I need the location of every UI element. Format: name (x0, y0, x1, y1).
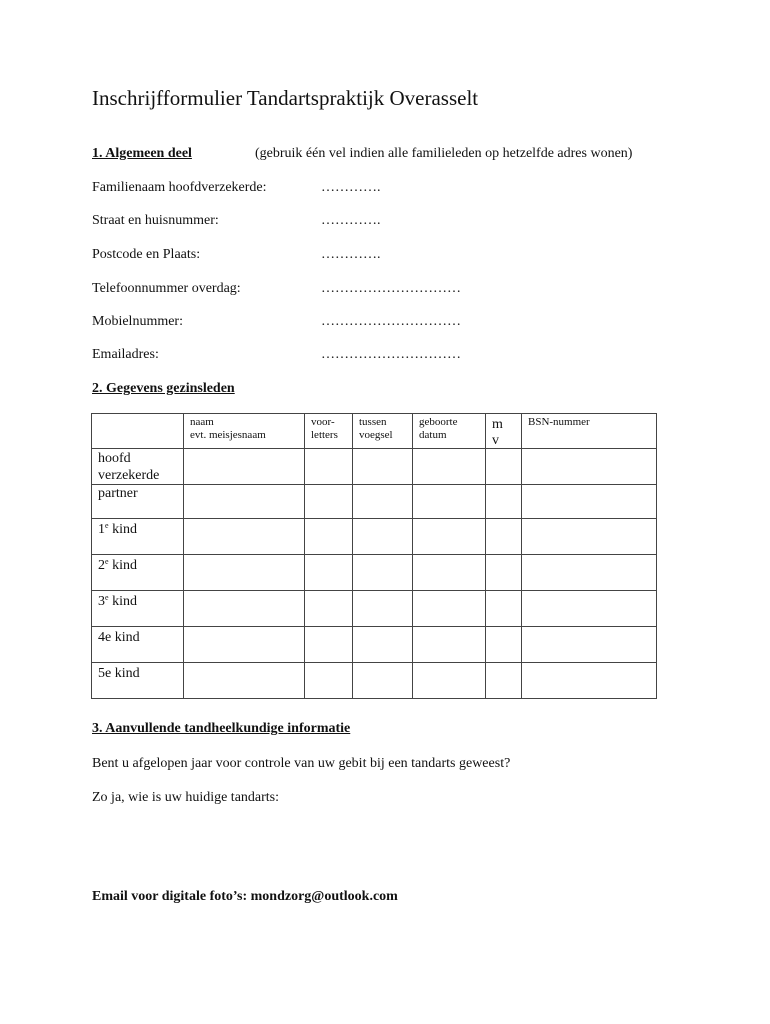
table-cell[interactable] (184, 449, 305, 485)
row-label-kind-3 (92, 591, 184, 627)
table-cell[interactable] (486, 485, 522, 519)
table-cell[interactable] (353, 663, 413, 699)
header-mv-line1: m (492, 417, 503, 432)
table-header-row (92, 414, 657, 449)
field-label-straat: Straat en huisnummer: (92, 213, 219, 228)
header-geboortedatum-line1: geboorte (419, 416, 458, 428)
row-label-hoofd-line1: hoofd (98, 451, 131, 466)
row-label-kind-2 (92, 555, 184, 591)
table-row-hoofdverzekerde (92, 449, 657, 485)
table-cell[interactable] (353, 627, 413, 663)
table-cell[interactable] (522, 555, 657, 591)
table-cell[interactable] (353, 519, 413, 555)
field-value-straat[interactable]: …………. (321, 213, 381, 228)
table-cell[interactable] (305, 663, 353, 699)
field-value-email[interactable]: ………………………… (321, 347, 461, 362)
header-voorletters-line1: voor- (311, 416, 335, 428)
section1-heading: 1. Algemeen deel (92, 146, 192, 161)
table-cell[interactable] (413, 663, 486, 699)
table-cell[interactable] (486, 663, 522, 699)
header-geboortedatum (413, 414, 486, 449)
section2-heading: 2. Gegevens gezinsleden (92, 381, 235, 396)
table-row-kind-4 (92, 627, 657, 663)
field-value-telefoon[interactable]: ………………………… (321, 281, 461, 296)
table-cell[interactable] (413, 627, 486, 663)
field-label-mobiel: Mobielnummer: (92, 314, 183, 329)
table-cell[interactable] (305, 627, 353, 663)
row-label-kind-3-sup: e (105, 593, 109, 602)
table-cell[interactable] (413, 449, 486, 485)
header-naam-line2: evt. meisjesnaam (190, 429, 266, 441)
table-cell[interactable] (522, 591, 657, 627)
row-label-kind-3-word: kind (108, 594, 137, 609)
page-title: Inschrijfformulier Tandartspraktijk Overasselt (92, 86, 479, 110)
table-cell[interactable] (353, 591, 413, 627)
table-row-kind-2 (92, 555, 657, 591)
header-naam-line1: naam (190, 416, 214, 428)
table-cell[interactable] (305, 449, 353, 485)
table-cell[interactable] (522, 663, 657, 699)
table-cell[interactable] (353, 449, 413, 485)
table-row-kind-5 (92, 663, 657, 699)
header-tussenvoegsel-line2: voegsel (359, 429, 393, 441)
table-cell[interactable] (184, 591, 305, 627)
table-cell[interactable] (184, 519, 305, 555)
row-label-kind-2-sup: e (105, 557, 109, 566)
table-cell[interactable] (184, 555, 305, 591)
table-cell[interactable] (522, 485, 657, 519)
table-cell[interactable] (305, 519, 353, 555)
field-label-familienaam: Familienaam hoofdverzekerde: (92, 180, 267, 195)
table-cell[interactable] (486, 449, 522, 485)
row-label-kind-4-text: 4e kind (98, 630, 140, 645)
row-label-hoofdverzekerde (92, 449, 184, 485)
header-tussenvoegsel-line1: tussen (359, 416, 387, 428)
table-cell[interactable] (522, 519, 657, 555)
header-naam (184, 414, 305, 449)
table-cell[interactable] (486, 555, 522, 591)
header-mv-line2: v (492, 433, 499, 448)
row-label-kind-3-num: 3 (98, 594, 105, 609)
field-label-telefoon: Telefoonnummer overdag: (92, 281, 241, 296)
header-voorletters (305, 414, 353, 449)
table-cell[interactable] (184, 663, 305, 699)
table-row-partner (92, 485, 657, 519)
table-cell[interactable] (413, 555, 486, 591)
table-cell[interactable] (413, 591, 486, 627)
question-current-dentist: Zo ja, wie is uw huidige tandarts: (92, 790, 280, 805)
table-cell[interactable] (522, 627, 657, 663)
table-cell[interactable] (305, 485, 353, 519)
header-empty-cell (92, 414, 184, 449)
header-bsn-label: BSN-nummer (528, 416, 590, 428)
field-value-postcode[interactable]: …………. (321, 247, 381, 262)
email-photos-line: Email voor digitale foto’s: mondzorg@outlook.com (92, 889, 398, 904)
family-members-table (91, 413, 657, 699)
table-cell[interactable] (486, 627, 522, 663)
row-label-kind-1-num: 1 (98, 522, 105, 537)
table-cell[interactable] (413, 485, 486, 519)
table-cell[interactable] (184, 485, 305, 519)
header-bsn (522, 414, 657, 449)
header-mv (486, 414, 522, 449)
header-geboortedatum-line2: datum (419, 429, 447, 441)
row-label-kind-1-word: kind (108, 522, 137, 537)
table-cell[interactable] (353, 555, 413, 591)
field-label-email: Emailadres: (92, 347, 159, 362)
table-cell[interactable] (305, 555, 353, 591)
table-cell[interactable] (486, 591, 522, 627)
row-label-partner (92, 485, 184, 519)
row-label-kind-1-sup: e (105, 521, 109, 530)
table-cell[interactable] (522, 449, 657, 485)
table-cell[interactable] (413, 519, 486, 555)
row-label-partner-text: partner (98, 486, 138, 501)
row-label-kind-5-text: 5e kind (98, 666, 140, 681)
table-cell[interactable] (184, 627, 305, 663)
row-label-hoofd-line2: verzekerde (98, 468, 160, 483)
question-last-checkup: Bent u afgelopen jaar voor controle van uw gebit bij een tandarts geweest? (92, 756, 511, 771)
field-value-mobiel[interactable]: ………………………… (321, 314, 461, 329)
table-cell[interactable] (305, 591, 353, 627)
row-label-kind-5 (92, 663, 184, 699)
section3-heading: 3. Aanvullende tandheelkundige informatie (92, 721, 351, 736)
header-voorletters-line2: letters (311, 429, 338, 441)
row-label-kind-4 (92, 627, 184, 663)
table-cell[interactable] (353, 485, 413, 519)
header-tussenvoegsel (353, 414, 413, 449)
table-cell[interactable] (486, 519, 522, 555)
row-label-kind-2-word: kind (108, 558, 137, 573)
table-row-kind-3 (92, 591, 657, 627)
row-label-kind-2-num: 2 (98, 558, 105, 573)
field-value-familienaam[interactable]: …………. (321, 180, 381, 195)
table-row-kind-1 (92, 519, 657, 555)
field-label-postcode: Postcode en Plaats: (92, 247, 201, 262)
row-label-kind-1 (92, 519, 184, 555)
section1-note: (gebruik één vel indien alle familieleden op hetzelfde adres wonen) (255, 146, 633, 161)
